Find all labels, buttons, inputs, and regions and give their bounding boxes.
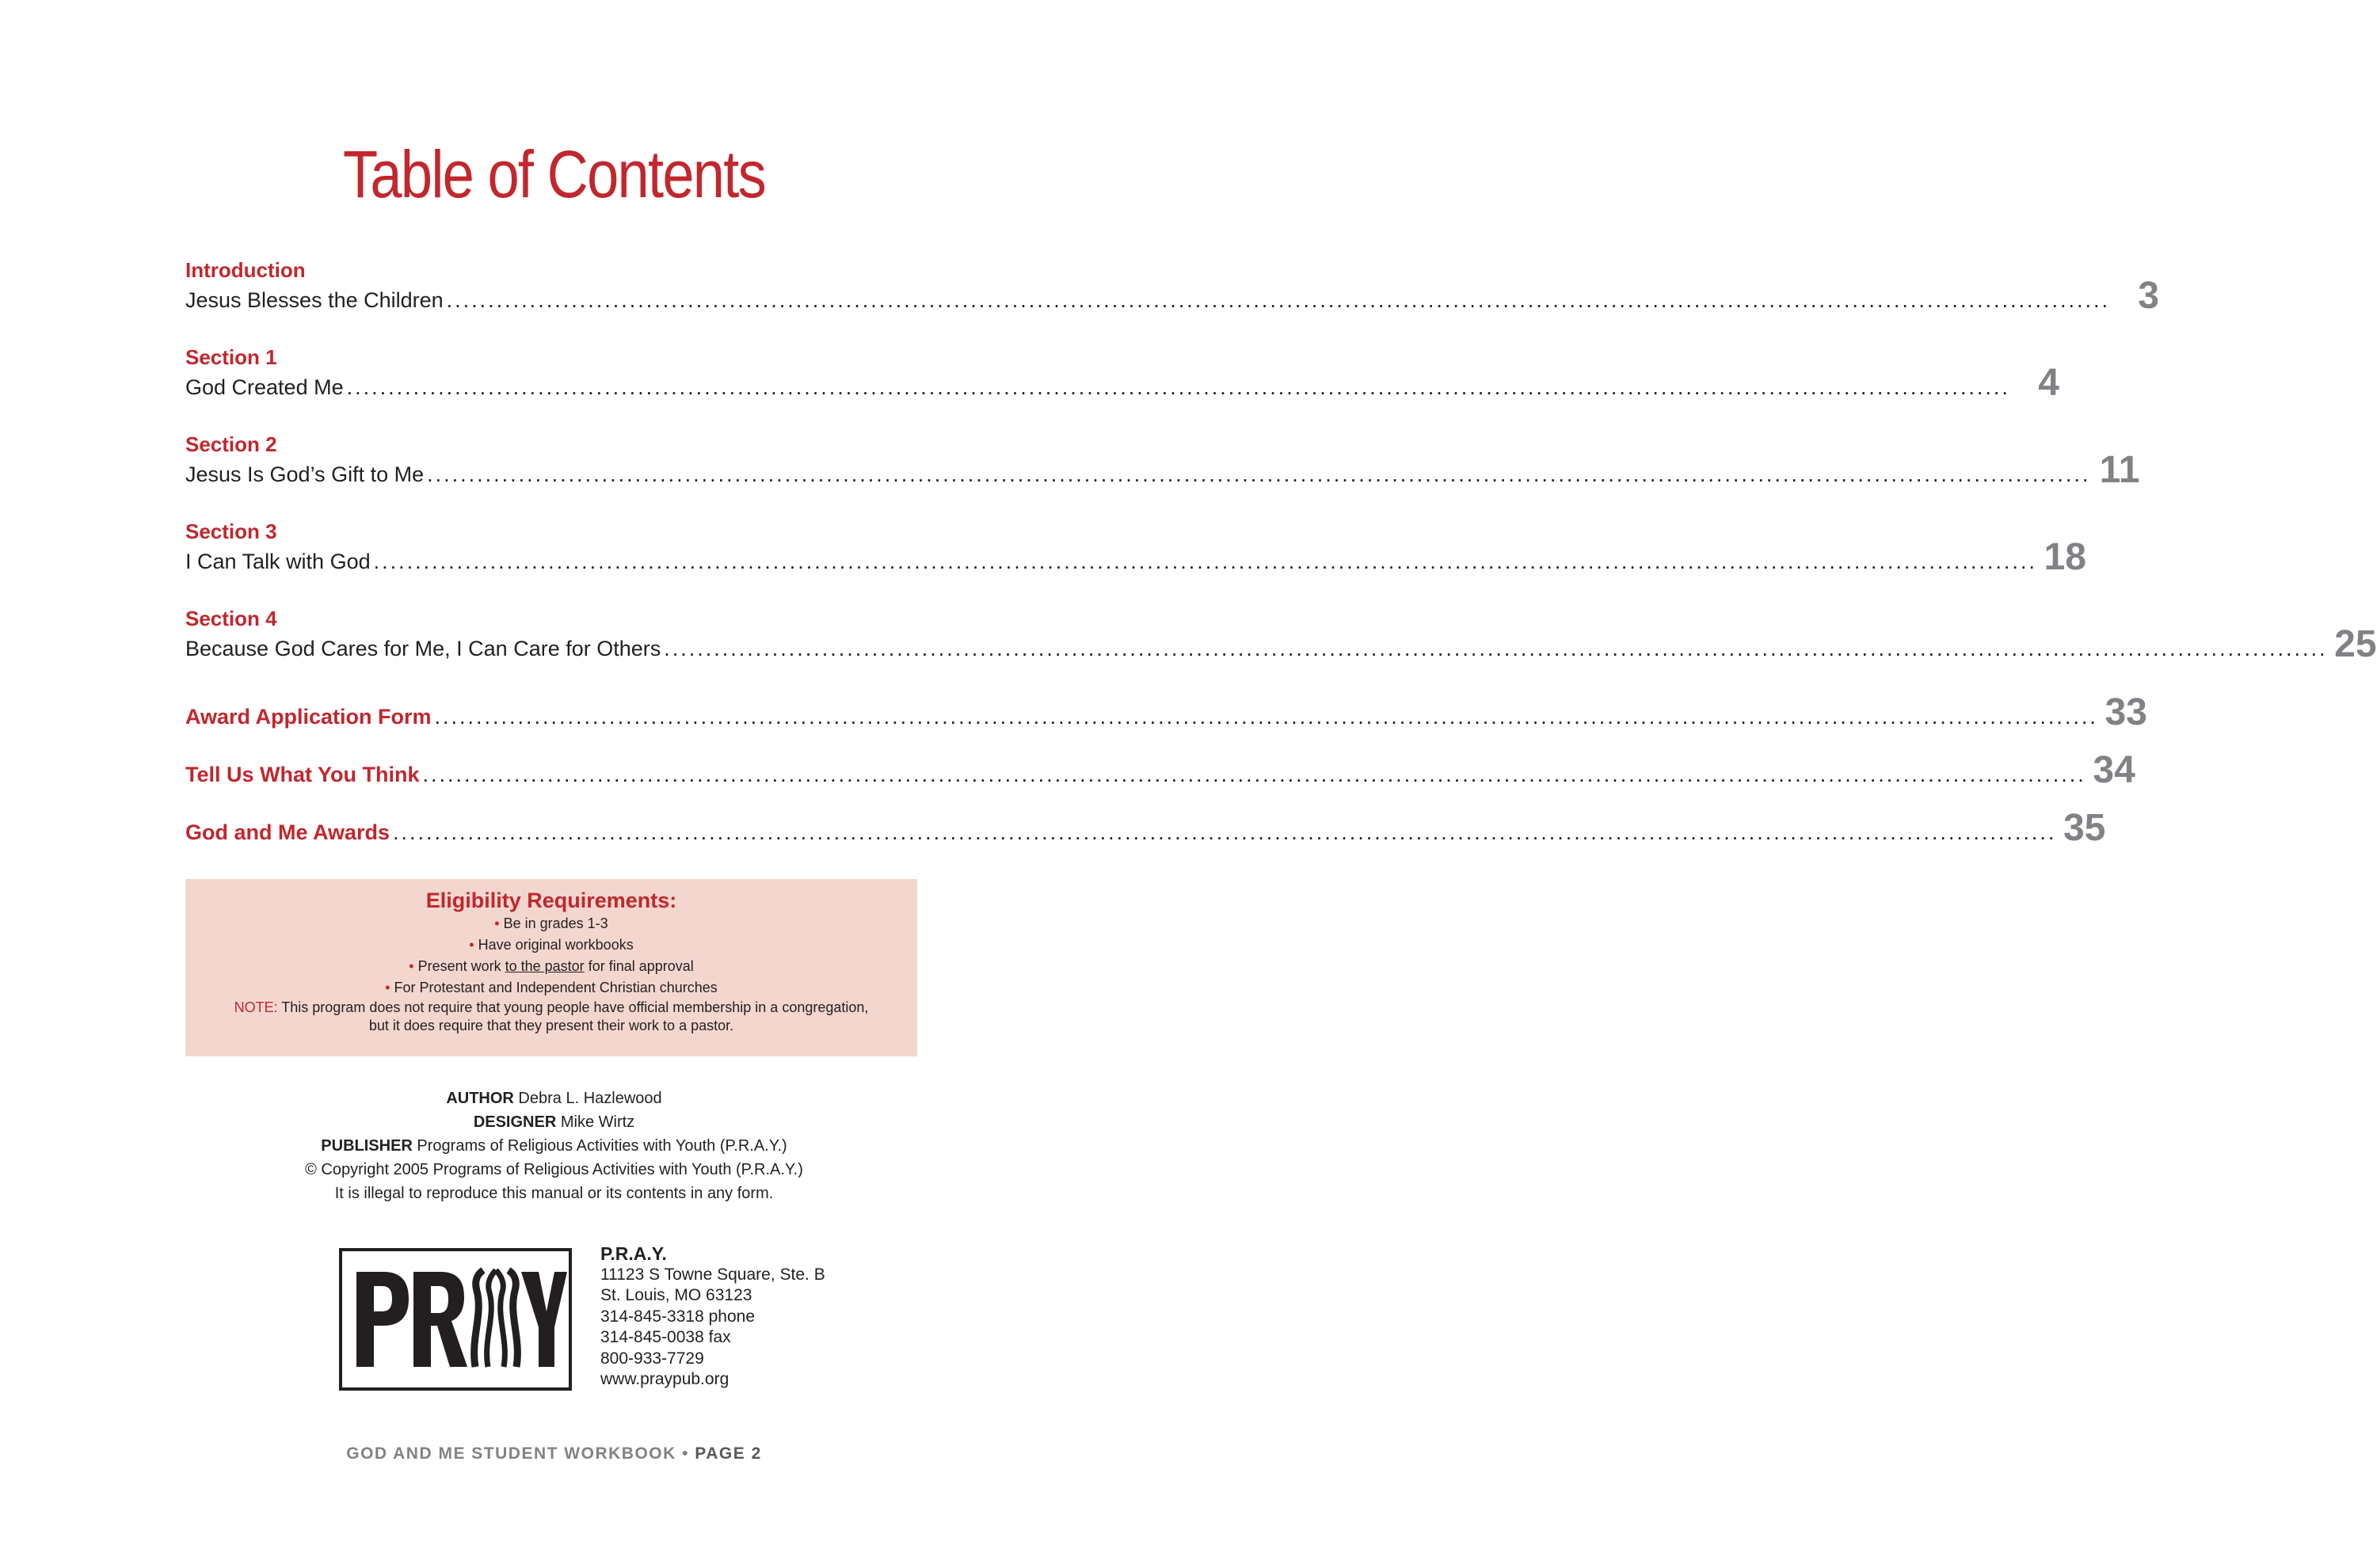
toc-entry-tell-us[interactable] <box>185 749 2135 791</box>
toc-page-number: 11 <box>2099 449 2140 491</box>
toc-heading: Introduction <box>185 258 306 282</box>
toc-entry-section-1[interactable] <box>185 345 2059 404</box>
toc-entry-section-4[interactable] <box>185 607 2377 665</box>
bullet-icon: • <box>385 980 390 995</box>
eligibility-panel <box>185 879 917 1056</box>
toc-page-number: 3 <box>2138 275 2159 317</box>
dot-leader: ........................................................................................................................................................................................................ <box>346 375 2010 399</box>
toc-entry-introduction[interactable] <box>185 258 2159 317</box>
publisher-name: Programs of Religious Activities with Youth (P.R.A.Y.) <box>412 1137 787 1155</box>
footer-text: GOD AND ME STUDENT WORKBOOK • <box>346 1444 695 1463</box>
eligibility-item <box>185 934 917 956</box>
toc-page-number: 18 <box>2044 536 2086 578</box>
designer-name: Mike Wirtz <box>556 1113 635 1131</box>
toc-heading: Section 2 <box>185 432 277 456</box>
dot-leader: ........................................................................................................................................................................................................ <box>434 705 2098 729</box>
street: 11123 S Towne Square, Ste. B <box>600 1265 825 1284</box>
dot-leader: ........................................................................................................................................................................................................ <box>446 288 2110 312</box>
eligibility-text: for final approval <box>584 958 694 974</box>
dot-leader: ........................................................................................................................................................................................................ <box>393 820 2057 844</box>
designer-label: DESIGNER <box>473 1113 557 1131</box>
toc-heading: Section 3 <box>185 519 277 543</box>
eligibility-note <box>185 999 917 1017</box>
toc-label: Award Application Form <box>185 705 432 729</box>
copyright-line: © Copyright 2005 Programs of Religious Activities with Youth (P.R.A.Y.) <box>305 1161 803 1178</box>
author-label: AUTHOR <box>446 1090 514 1107</box>
org-name: P.R.A.Y. <box>600 1243 667 1264</box>
credits <box>0 1087 1108 1205</box>
toc-heading: Section 4 <box>185 607 277 630</box>
toll-free: 800-933-7729 <box>600 1349 704 1368</box>
toc-entry-award-form[interactable] <box>185 691 2147 733</box>
eligibility-text: For Protestant and Independent Christian churches <box>394 980 718 995</box>
dot-leader: ........................................................................................................................................................................................................ <box>427 462 2091 486</box>
toc-label: Because God Cares for Me, I Can Care for Others <box>185 637 661 660</box>
city: St. Louis, MO 63123 <box>600 1286 752 1304</box>
eligibility-item <box>185 913 917 934</box>
page-title: Table of Contents <box>343 137 765 211</box>
fax: 314-845-0038 fax <box>600 1328 731 1346</box>
dot-leader: ........................................................................................................................................................................................................ <box>422 763 2086 786</box>
toc-entry-section-2[interactable] <box>185 432 2140 491</box>
publisher-label: PUBLISHER <box>321 1137 413 1155</box>
eligibility-note-continued: but it does require that they present their work to a pastor. <box>368 1018 734 1033</box>
publisher-line <box>0 1134 1108 1158</box>
toc-page-number: 34 <box>2093 749 2135 791</box>
eligibility-item <box>185 977 917 999</box>
website-link[interactable]: www.praypub.org <box>600 1370 729 1388</box>
eligibility-text: Have original workbooks <box>478 937 634 953</box>
legal-line: It is illegal to reproduce this manual or its contents in any form. <box>334 1185 774 1202</box>
toc-page-number: 35 <box>2063 807 2106 849</box>
toc-label: God Created Me <box>185 375 344 399</box>
toc-label: Jesus Is God’s Gift to Me <box>185 462 425 486</box>
toc-entry-awards[interactable] <box>185 807 2106 849</box>
toc-page-number: 33 <box>2105 691 2147 733</box>
toc-page-number: 25 <box>2334 623 2377 665</box>
eligibility-text: Be in grades 1-3 <box>503 915 608 931</box>
bullet-icon: • <box>494 915 500 931</box>
pray-logo <box>339 1248 572 1391</box>
pray-logo-icon <box>342 1251 569 1387</box>
eligibility-underlined-text: to the pastor <box>505 958 585 974</box>
author-name: Debra L. Hazlewood <box>513 1090 662 1107</box>
dot-leader: ........................................................................................................................................................................................................ <box>373 550 2037 573</box>
note-text: This program does not require that young people have official membership in a congregation, <box>277 999 869 1015</box>
eligibility-title: Eligibility Requirements: <box>425 889 677 912</box>
page-footer <box>0 1444 1108 1463</box>
note-label: NOTE: <box>234 999 278 1015</box>
bullet-icon: • <box>409 958 414 974</box>
toc-label: Jesus Blesses the Children <box>185 288 444 312</box>
dot-leader: ........................................................................................................................................................................................................ <box>664 637 2328 660</box>
publisher-address <box>600 1243 825 1391</box>
author-line <box>0 1087 1108 1110</box>
toc-label: I Can Talk with God <box>185 550 371 573</box>
toc-label: God and Me Awards <box>185 820 390 844</box>
eligibility-text: Present work <box>417 958 505 974</box>
phone: 314-845-3318 phone <box>600 1307 756 1326</box>
footer-page-number: PAGE 2 <box>695 1444 762 1463</box>
toc-page-number: 4 <box>2038 362 2059 404</box>
bullet-icon: • <box>469 937 474 953</box>
toc-heading: Section 1 <box>185 345 277 369</box>
designer-line <box>0 1110 1108 1134</box>
toc-label: Tell Us What You Think <box>185 763 420 786</box>
toc-entry-section-3[interactable] <box>185 519 2086 578</box>
eligibility-item <box>185 956 917 977</box>
